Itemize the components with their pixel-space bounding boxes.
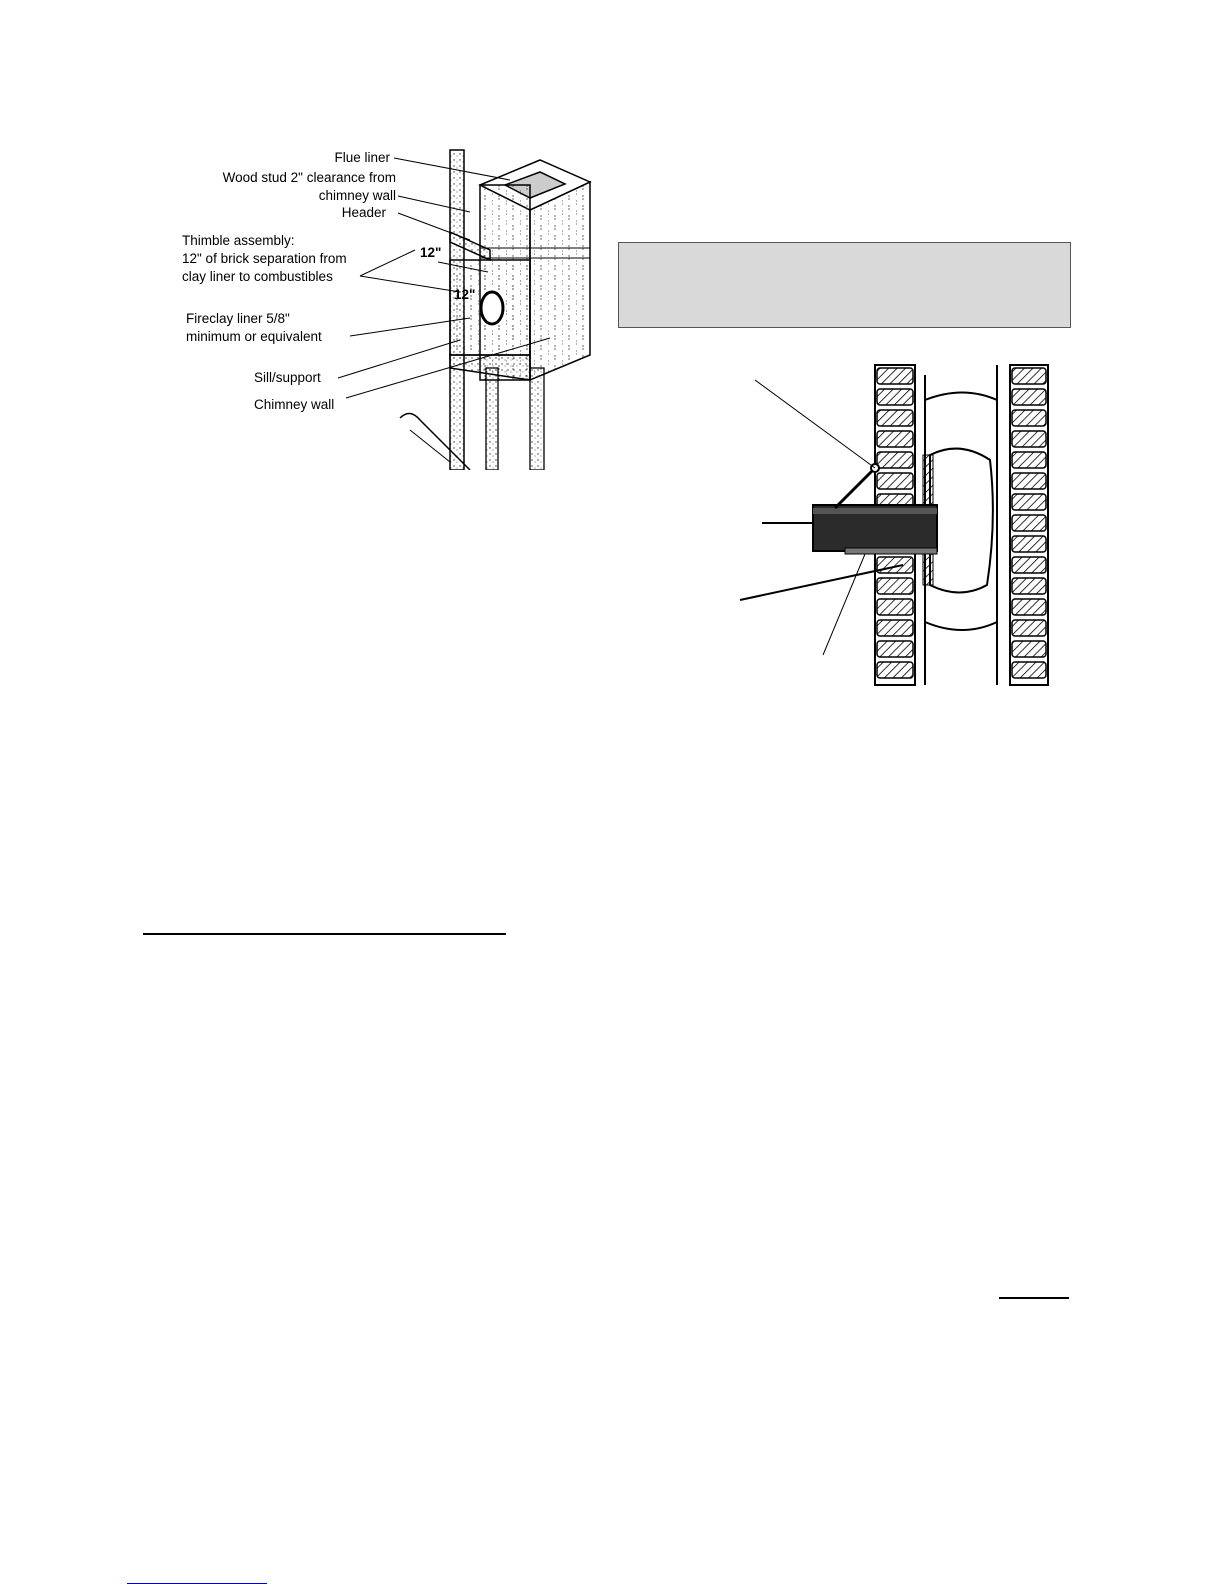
- brick: [877, 599, 913, 615]
- callout-box: [618, 242, 1071, 328]
- label-wood-stud-1: Wood stud 2" clearance from: [222, 170, 396, 185]
- brick: [1012, 536, 1046, 552]
- label-dim-side: 12": [454, 287, 476, 302]
- label-sill: Sill/support: [254, 370, 321, 385]
- brick: [877, 620, 913, 636]
- brick: [877, 368, 913, 384]
- lower-studs: [400, 368, 544, 470]
- brick: [877, 410, 913, 426]
- label-wood-stud-2: chimney wall: [318, 188, 396, 203]
- label-header: Header: [341, 205, 386, 220]
- footer-rule: [999, 1297, 1069, 1299]
- brick: [1012, 515, 1046, 531]
- brick: [1012, 578, 1046, 594]
- brick: [1012, 599, 1046, 615]
- section-rule: [143, 933, 506, 935]
- brick: [1012, 662, 1046, 678]
- brick: [877, 578, 913, 594]
- thimble-opening: [450, 260, 530, 355]
- label-thimble-3: clay liner to combustibles: [182, 269, 333, 284]
- brick: [1012, 473, 1046, 489]
- label-flue-liner: Flue liner: [334, 150, 390, 165]
- pipe-through-wall-diagram: [735, 360, 1055, 690]
- brick: [877, 641, 913, 657]
- label-thimble-2: 12" of brick separation from: [182, 251, 347, 266]
- brick: [1012, 641, 1046, 657]
- label-chimney-wall: Chimney wall: [254, 397, 335, 412]
- label-fireclay-2: minimum or equivalent: [186, 329, 322, 344]
- label-fireclay-1: Fireclay liner 5/8": [186, 311, 290, 326]
- label-thimble-1: Thimble assembly:: [182, 233, 295, 248]
- brick: [1012, 620, 1046, 636]
- brick: [1012, 368, 1046, 384]
- brick: [1012, 410, 1046, 426]
- brick: [877, 473, 913, 489]
- brick: [1012, 557, 1046, 573]
- label-dim-top: 12": [420, 245, 442, 260]
- brick: [1012, 431, 1046, 447]
- brick: [877, 431, 913, 447]
- brick: [877, 662, 913, 678]
- brick: [877, 389, 913, 405]
- brick: [1012, 452, 1046, 468]
- brick: [877, 452, 913, 468]
- brick: [1012, 494, 1046, 510]
- brick: [877, 557, 913, 573]
- brick: [1012, 389, 1046, 405]
- right-brick-wall: [1010, 365, 1048, 685]
